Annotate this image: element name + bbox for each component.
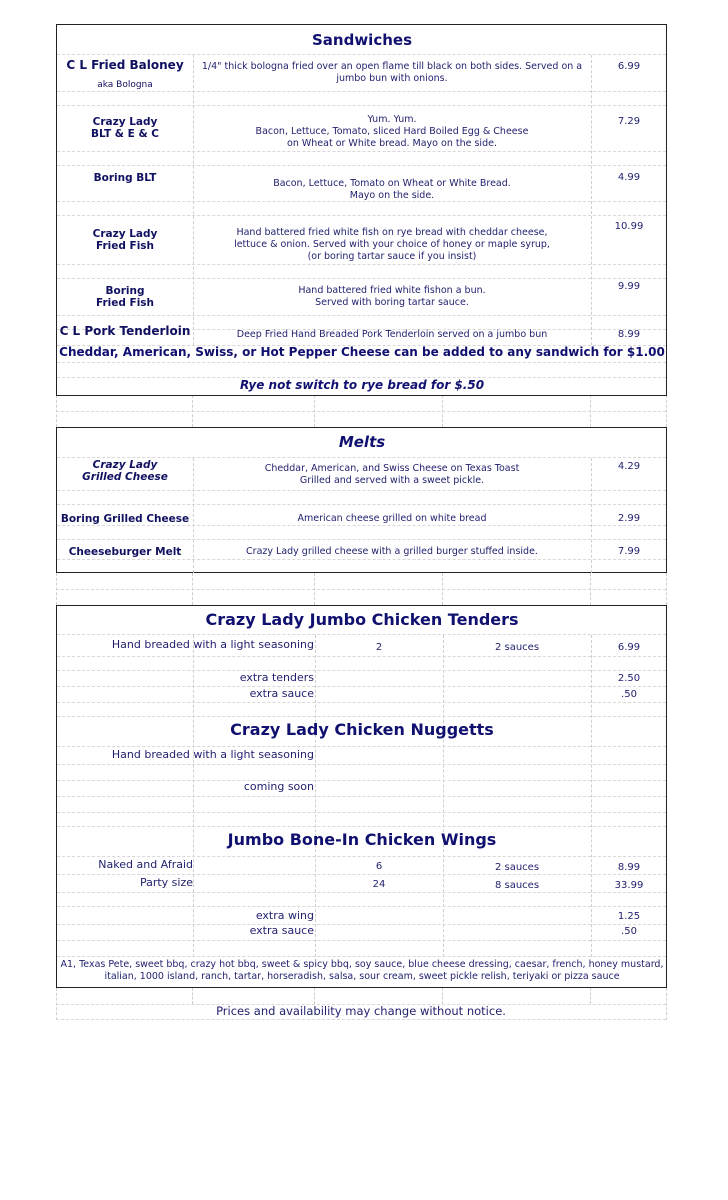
grid-line	[57, 940, 666, 941]
item-name: Crazy Lady BLT & E & C	[91, 116, 159, 140]
grid-line	[57, 856, 666, 857]
item-name: Crazy Lady Grilled Cheese	[82, 459, 168, 483]
grid-line	[192, 988, 193, 1004]
item-description: American cheese grilled on white bread	[297, 513, 487, 524]
footer-disclaimer: Prices and availability may change without notice.	[216, 1004, 506, 1018]
extra-tenders-label: extra tenders	[239, 671, 314, 684]
item-name: Boring BLT	[93, 172, 157, 184]
item-description: Cheddar, American, and Swiss Cheese on Texas Toast Grilled and served with a sweet pickle.	[264, 463, 520, 486]
item-price: 4.99	[617, 172, 641, 183]
nuggets-status: coming soon	[243, 780, 314, 793]
grid-line	[57, 559, 666, 560]
grid-line	[57, 504, 666, 505]
item-description: Hand battered fried white fish on rye bread with cheddar cheese, lettuce & onion. Served with your choice of honey or maple syrup, (or boring tartar sauce if you insist)	[234, 227, 550, 262]
item-price: 4.29	[617, 461, 641, 472]
wings-naked-label: Naked and Afraid	[98, 858, 193, 871]
grid-line	[57, 362, 666, 363]
item-price: 7.29	[617, 116, 641, 127]
grid-line	[57, 539, 666, 540]
rye-bread-note: Rye not switch to rye bread for $.50	[239, 378, 485, 392]
tenders-description: Hand breaded with a light seasoning	[111, 638, 314, 651]
grid-line	[666, 988, 667, 1020]
wings-naked-sauces: 2 sauces	[494, 862, 540, 873]
grid-line	[57, 278, 666, 279]
grid-line	[56, 1019, 666, 1020]
wings-party-sauces: 8 sauces	[494, 880, 540, 891]
grid-line	[57, 490, 666, 491]
grid-line	[57, 215, 666, 216]
nuggets-title: Crazy Lady Chicken Nuggetts	[230, 720, 494, 739]
grid-line	[57, 746, 666, 747]
wings-party-price: 33.99	[614, 880, 644, 891]
extra-sauce-price: .50	[621, 689, 637, 700]
item-name: C L Fried Baloney	[66, 58, 184, 72]
grid-line	[57, 151, 666, 152]
section-title: Melts	[338, 433, 386, 451]
item-price: 8.99	[617, 329, 641, 340]
extra-wing-label: extra wing	[255, 909, 314, 922]
grid-line	[590, 988, 591, 1004]
grid-line	[57, 906, 666, 907]
wings-party-label: Party size	[139, 876, 193, 889]
wings-naked-quantity: 6	[375, 861, 383, 872]
grid-line	[57, 796, 666, 797]
item-description: 1/4" thick bologna fried over an open flame till black on both sides. Served on a jumbo bun with onions.	[201, 61, 583, 84]
grid-line	[57, 656, 666, 657]
grid-line	[314, 988, 315, 1004]
grid-line	[57, 264, 666, 265]
item-description: Crazy Lady grilled cheese with a grilled burger stuffed inside.	[246, 546, 538, 557]
grid-line	[57, 892, 666, 893]
item-name: Cheeseburger Melt	[68, 546, 182, 558]
tenders-title: Crazy Lady Jumbo Chicken Tenders	[205, 610, 519, 629]
item-price: 2.99	[617, 513, 641, 524]
extra-wing-price: 1.25	[617, 911, 641, 922]
item-description: Hand battered fried white fishon a bun. Served with boring tartar sauce.	[298, 285, 486, 308]
grid-line	[442, 988, 443, 1004]
wings-title: Jumbo Bone-In Chicken Wings	[227, 830, 497, 849]
nuggets-description: Hand breaded with a light seasoning	[111, 748, 314, 761]
grid-line	[57, 91, 666, 92]
grid-line	[57, 105, 666, 106]
wings-naked-price: 8.99	[617, 862, 641, 873]
item-price: 9.99	[617, 281, 641, 292]
chicken-section	[56, 605, 667, 988]
grid-line	[57, 764, 666, 765]
item-name: C L Pork Tenderloin	[59, 324, 191, 338]
grid-line	[56, 589, 666, 590]
grid-line	[666, 395, 667, 427]
grid-line	[591, 55, 592, 345]
grid-line	[57, 457, 666, 458]
extra-tenders-price: 2.50	[617, 673, 641, 684]
item-price: 6.99	[617, 61, 641, 72]
grid-line	[57, 634, 666, 635]
item-subname: aka Bologna	[97, 80, 153, 90]
grid-line	[57, 54, 666, 55]
item-name: Crazy Lady Fried Fish	[92, 228, 158, 252]
grid-line	[57, 826, 666, 827]
cheese-addon-note: Cheddar, American, Swiss, or Hot Pepper Cheese can be added to any sandwich for $1.00	[59, 345, 665, 359]
grid-line	[56, 411, 666, 412]
sauce-list: A1, Texas Pete, sweet bbq, crazy hot bbq, sweet & spicy bbq, soy sauce, blue cheese dressing, caesar, french, honey mustard, italian, 1000 island, ranch, tartar, horseradish, salsa, sour cream, sweet pickle relish, teriyaki or pizza sauce	[60, 959, 664, 982]
grid-line	[57, 525, 666, 526]
grid-line	[57, 874, 666, 875]
grid-line	[57, 165, 666, 166]
wings-extra-sauce-label: extra sauce	[249, 924, 314, 937]
grid-line	[666, 573, 667, 605]
extra-sauce-label: extra sauce	[249, 687, 314, 700]
item-name: Boring Grilled Cheese	[60, 513, 190, 525]
grid-line	[57, 702, 666, 703]
section-title: Sandwiches	[311, 31, 412, 49]
item-price: 10.99	[614, 221, 644, 232]
item-price: 7.99	[617, 546, 641, 557]
sandwiches-section	[56, 24, 667, 396]
grid-line	[57, 812, 666, 813]
wings-party-quantity: 24	[372, 879, 386, 890]
item-description: Bacon, Lettuce, Tomato on Wheat or White Bread. Mayo on the side.	[273, 178, 511, 201]
tenders-sauces: 2 sauces	[494, 642, 540, 653]
grid-line	[57, 716, 666, 717]
tenders-quantity: 2	[375, 642, 383, 653]
item-description: Deep Fried Hand Breaded Pork Tenderloin served on a jumbo bun	[236, 329, 548, 340]
tenders-price: 6.99	[617, 642, 641, 653]
melts-section	[56, 427, 667, 573]
item-name: Boring Fried Fish	[95, 285, 155, 309]
item-description: Yum. Yum. Bacon, Lettuce, Tomato, sliced Hard Boiled Egg & Cheese on Wheat or White bread. Mayo on the side.	[255, 114, 529, 149]
grid-line	[57, 956, 666, 957]
grid-line	[57, 315, 666, 316]
wings-extra-sauce-price: .50	[621, 926, 637, 937]
